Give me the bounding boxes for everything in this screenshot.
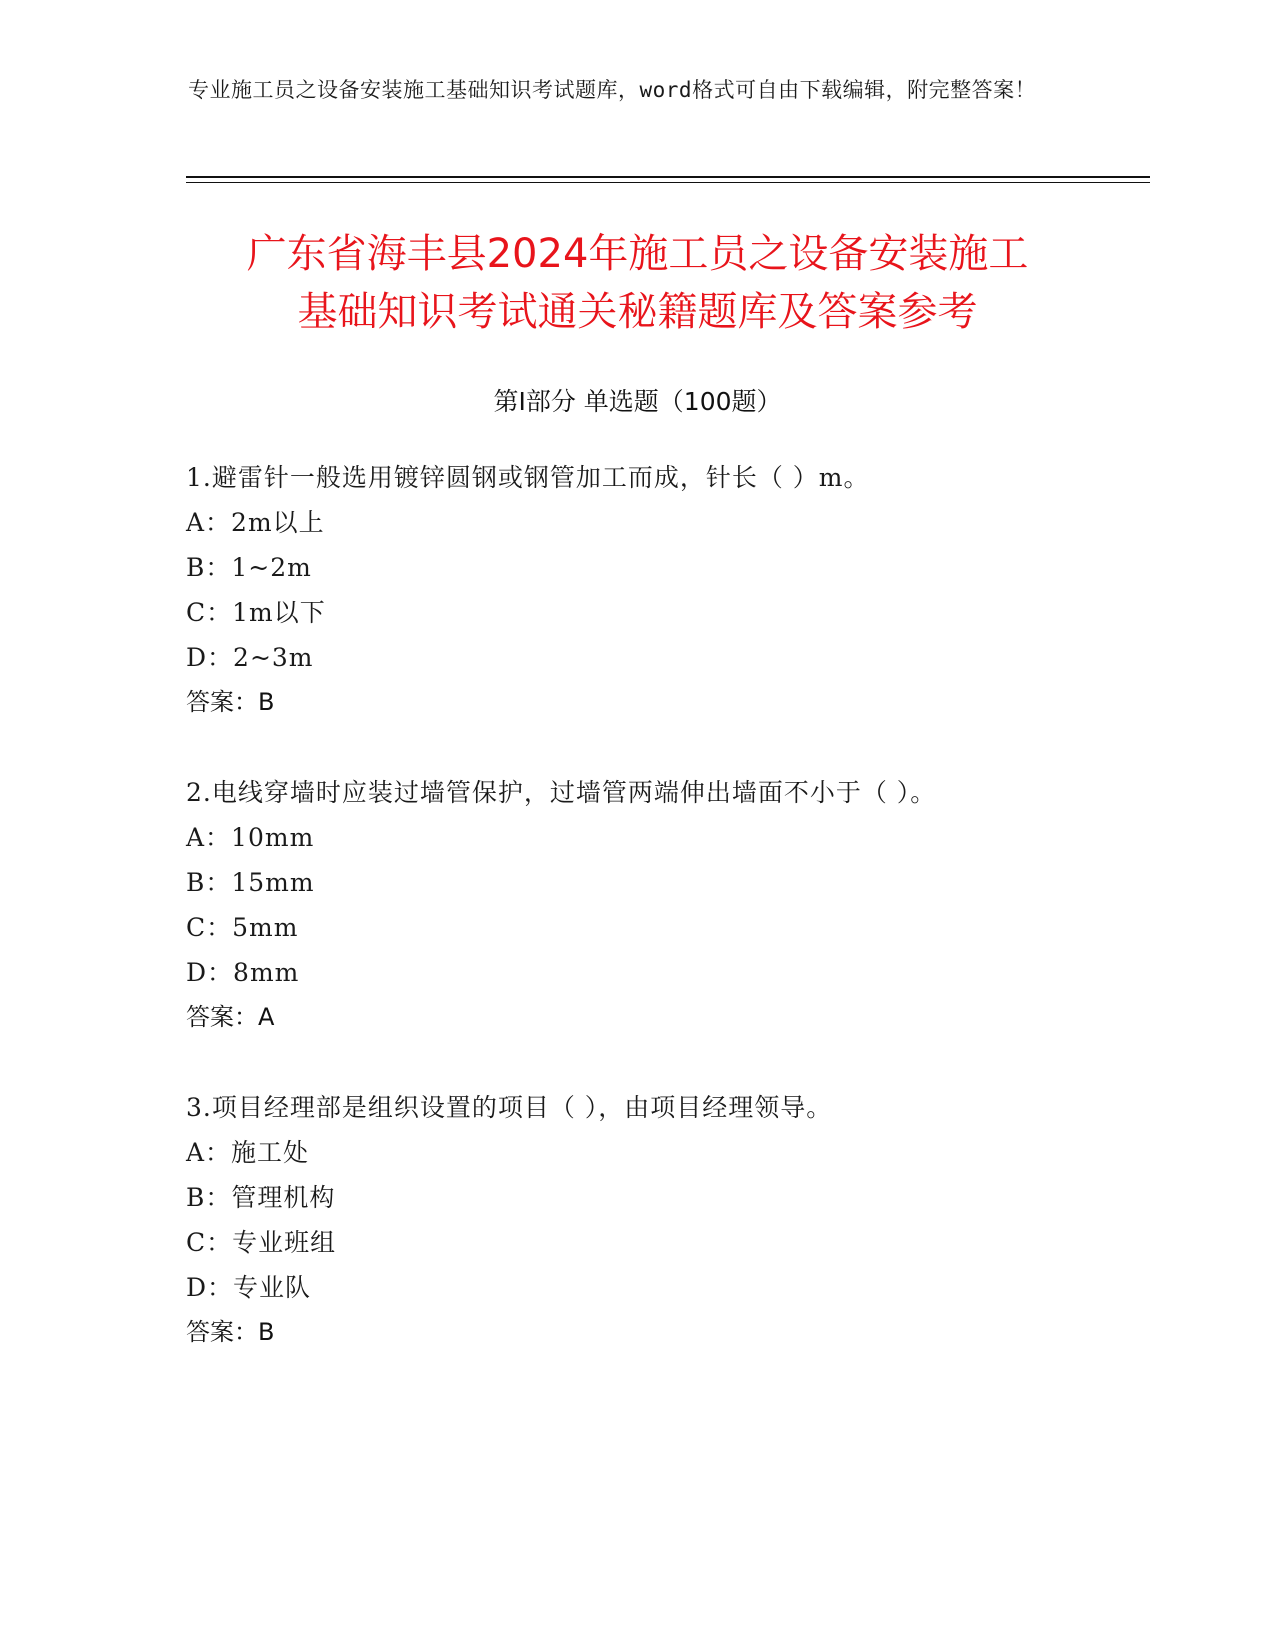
question-1 (186, 455, 1146, 725)
question-3 (186, 1085, 1146, 1355)
question-stem: 2.电线穿墙时应装过墙管保护，过墙管两端伸出墙面不小于（ ）。 (186, 778, 937, 807)
section-heading: 第Ⅰ部分 单选题（100题） (493, 387, 782, 416)
header-divider-thin (186, 182, 1150, 183)
option-d: D：8mm (186, 958, 300, 987)
answer-line: 答案：B (186, 1318, 275, 1346)
question-stem: 1.避雷针一般选用镀锌圆钢或钢管加工而成，针长（ ）m。 (186, 463, 870, 492)
option-c: C：5mm (186, 913, 299, 942)
option-d: D：专业队 (186, 1273, 312, 1302)
option-c: C：专业班组 (186, 1228, 337, 1257)
option-d: D：2~3m (186, 643, 314, 672)
option-b: B：管理机构 (186, 1183, 336, 1212)
document-title-line-2: 基础知识考试通关秘籍题库及答案参考 (297, 289, 978, 335)
answer-line: 答案：B (186, 688, 275, 716)
option-c: C：1m以下 (186, 598, 326, 627)
option-b: B：15mm (186, 868, 315, 897)
option-b: B：1~2m (186, 553, 312, 582)
header-note: 专业施工员之设备安装施工基础知识考试题库，word格式可自由下载编辑，附完整答案！ (188, 78, 1037, 102)
option-a: A：10mm (186, 823, 315, 852)
document-title (150, 225, 1125, 341)
option-a: A：2m以上 (186, 508, 325, 537)
document-title-line-1: 广东省海丰县2024年施工员之设备安装施工 (246, 231, 1029, 277)
option-a: A：施工处 (186, 1138, 310, 1167)
question-stem: 3.项目经理部是组织设置的项目（ ），由项目经理领导。 (186, 1093, 833, 1122)
answer-line: 答案：A (186, 1003, 275, 1031)
header-divider-thick (186, 176, 1150, 178)
question-2 (186, 770, 1146, 1040)
